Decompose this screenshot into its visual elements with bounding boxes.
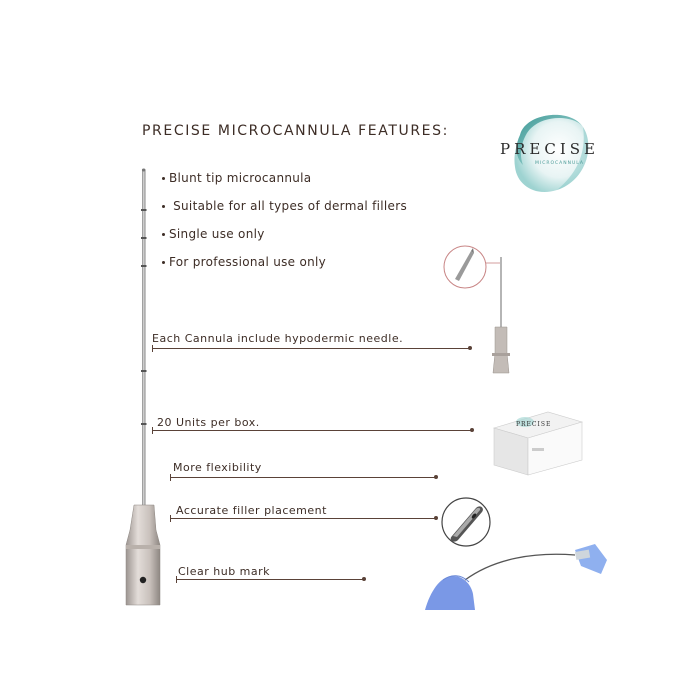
precise-logo — [495, 105, 605, 200]
cannula-illustration — [120, 160, 180, 610]
bullet-text: Suitable for all types of dermal fillers — [169, 199, 407, 213]
feature-hub-mark-label: Clear hub mark — [178, 565, 271, 578]
logo-brand-text: PRECISE — [500, 140, 599, 158]
bullet-text: Blunt tip microcannula — [169, 171, 312, 185]
feature-box-label: 20 Units per box. — [157, 416, 260, 429]
feature-flexibility-label: More flexibility — [173, 461, 262, 474]
page-title: PRECISE MICROCANNULA FEATURES: — [142, 123, 449, 139]
bullet-text: For professional use only — [169, 255, 327, 269]
needle-zoom-icon — [443, 243, 533, 383]
logo-sub-text: MICROCANNULA — [535, 161, 584, 166]
bullet-item — [162, 255, 326, 269]
bullet-item — [162, 171, 311, 185]
feature-needle-leader — [152, 348, 470, 349]
bullet-text: Single use only — [169, 227, 265, 241]
gloved-hand-image — [425, 540, 610, 610]
feature-placement-label: Accurate filler placement — [176, 504, 327, 517]
feature-needle-label: Each Cannula include hypodermic needle. — [152, 332, 404, 345]
bullet-item — [162, 199, 407, 213]
feature-placement-leader — [170, 518, 436, 519]
feature-flexibility-leader — [170, 477, 436, 478]
feature-hub-mark-leader — [176, 579, 364, 580]
feature-box-leader — [152, 430, 472, 431]
product-box-image — [490, 400, 585, 480]
box-brand-text: PRECISE — [516, 421, 552, 428]
